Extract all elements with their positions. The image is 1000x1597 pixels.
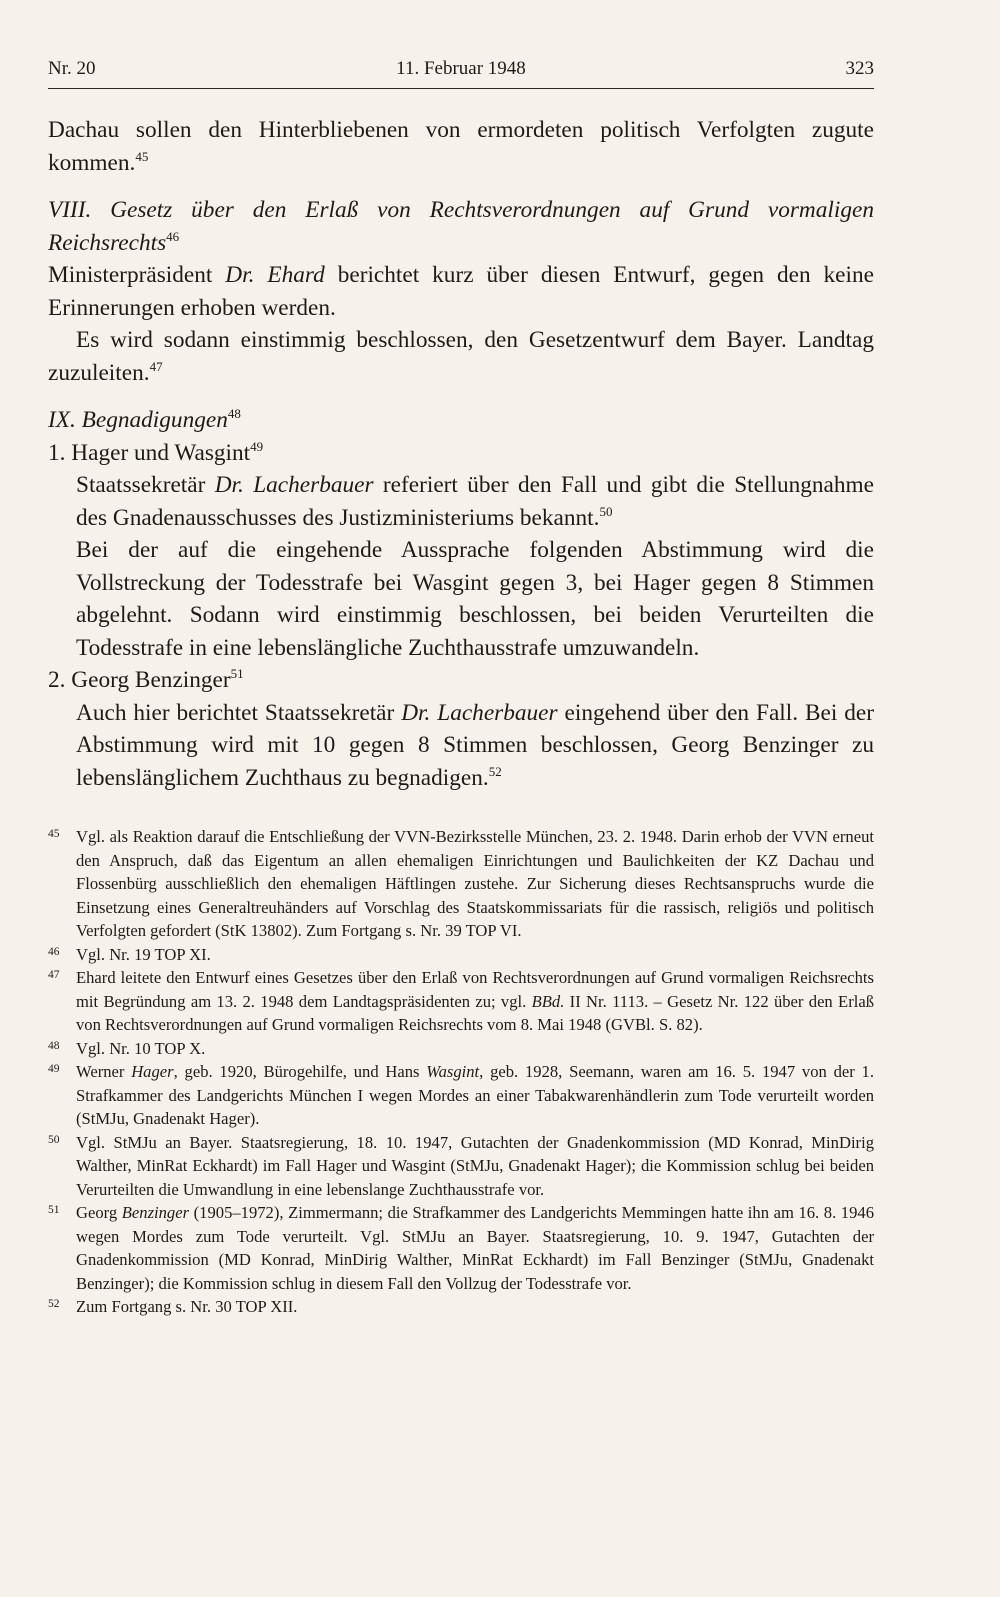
running-header (48, 54, 874, 89)
page-number: 323 (845, 58, 874, 79)
list-item-benzinger: 2. Georg Benzinger$^{51}$ (48, 666, 244, 693)
footnote-ref-51[interactable]: 51 (230, 666, 244, 681)
footnote-47: 47 Ehard leitete den Entwurf eines Gesetzes über den Erlaß von Rechtsverordnungen auf Grund vormaligen Reichsrechts mit Begründung am 13. 2. 1948 dem Landtagspräsidenten zu; vgl. BBd. II Nr. 1113. – Gesetz Nr. 122 über den Erlaß von Rechtsverordnungen auf Grund vormaligen Reichsrechts vom 8. Mai 1948 (GVBl. S. 82). (48, 968, 874, 1034)
footnote-ref-48[interactable]: 48 (227, 406, 241, 421)
footnote-48: 48 Vgl. Nr. 10 TOP X. (48, 1038, 206, 1058)
section-heading-ix: IX. Begnadigungen$^{48}$ (48, 406, 241, 433)
footnote-ref-49[interactable]: 49 (250, 438, 264, 454)
footnotes (48, 825, 874, 1319)
footnote-ref-47[interactable]: 47 (149, 358, 163, 374)
section-heading-viii: VIII. Gesetz über den Erlaß von Rechtsverordnungen auf Grund vormaligen Reichsrechts$^{46}$ (48, 197, 874, 256)
footnote-ref-45[interactable]: 45 (135, 148, 149, 164)
footnote-ref-50[interactable]: 50 (599, 503, 613, 519)
footnote-ref-52[interactable]: 52 (488, 763, 502, 779)
footnote-52: 52 Zum Fortgang s. Nr. 30 TOP XII. (48, 1297, 298, 1316)
paragraph-lacherbauer-report: Staatssekretär Dr. Lacherbauer referiert über den Fall und gibt die Stellungnahme des Gnadenausschusses des Justizministeriums bekannt.$^{50}$ (76, 472, 874, 531)
paragraph-vote-benzinger: Auch hier berichtet Staatssekretär Dr. Lacherbauer eingehend über den Fall. Bei der Abstimmung wird mit 10 gegen 8 Stimmen beschlossen, Georg Benzinger zu lebenslänglichem Zuchthaus zu begnadigen.$^{52}$ (76, 699, 874, 791)
paragraph-ehard-report: Ministerpräsident Dr. Ehard berichtet kurz über diesen Entwurf, gegen den keine Erinnerungen erhoben werden. (48, 262, 874, 321)
document-number: Nr. 20 (48, 58, 96, 79)
person-name: Lacherbauer (437, 699, 558, 726)
footnote-51: 51 Georg Benzinger (1905–1972), Zimmermann; die Strafkammer des Landgerichts Memmingen hatte ihn am 16. 8. 1946 wegen Mordes zum Tode verurteilt. Vgl. StMJu an Bayer. Staatsregierung, 10. 9. 1947, Gutachten der Gnadenkommission (MD Konrad, MinDirig Walther, MinRat Eckhardt) im Fall Benzinger (StMJu, Gnadenakt Benzinger); die Kommission schlug in diesem Fall den Vollzug der Todesstrafe vor. (48, 1203, 874, 1293)
paragraph-decision-landtag: Es wird sodann einstimmig beschlossen, den Gesetzentwurf dem Bayer. Landtag zuzuleiten.$^{47}$ (48, 327, 874, 386)
footnote-46: 46 Vgl. Nr. 19 TOP XI. (48, 944, 211, 964)
footnote-45: 45 Vgl. als Reaktion darauf die Entschließung der VVN-Bezirksstelle München, 23. 2. 1948. Darin erhob der VVN erneut den Anspruch, daß das Eigentum an allen ehemaligen Einrichtungen und Baulichkeiten der KZ Dachau und Flossenbürg ausschließlich den ehemaligen Häftlingen zustehe. Zur Sicherung dieses Rechtsanspruchs wurde die Einsetzung eines Generaltreuhänders auf Vorschlag des Staatskommissariats für die rassisch, religiös und politisch Verfolgten gefordert (StK 13802). Zum Fortgang s. Nr. 39 TOP VI. (48, 827, 874, 940)
list-item-hager-wasgint: 1. Hager und Wasgint$^{49}$ (48, 438, 264, 466)
footnote-49: 49 Werner Hager, geb. 1920, Bürogehilfe, und Hans Wasgint, geb. 1928, Seemann, waren am 16. 5. 1947 von der 1. Strafkammer des Landgerichts München I wegen Mordes an einer Tabakwarenhändlerin zum Tode verurteilt worden (StMJu, Gnadenakt Hager). (48, 1062, 875, 1128)
paragraph-dachau: Dachau sollen den Hinterbliebenen von ermordeten politisch Verfolgten zugute kommen.$^{45}$ (48, 117, 874, 176)
header-date: 11. Februar 1948 (396, 58, 526, 79)
paragraph-vote-hager-wasgint: Bei der auf die eingehende Aussprache folgenden Abstimmung wird die Vollstreckung der Todesstrafe bei Wasgint gegen 3, bei Hager gegen 8 Stimmen abgelehnt. Sodann wird einstimmig beschlossen, bei beiden Verurteilten die Todesstrafe in eine lebenslängliche Zuchthausstrafe umzuwandeln. (76, 537, 874, 661)
person-name: Lacherbauer (253, 472, 374, 498)
person-name: Ehard (267, 262, 325, 288)
footnote-ref-46[interactable]: 46 (166, 228, 180, 244)
footnote-50: 50 Vgl. StMJu an Bayer. Staatsregierung, 18. 10. 1947, Gutachten der Gnadenkommission (MD Konrad, MinDirig Walther, MinRat Eckhardt) im Fall Hager und Wasgint (StMJu, Gnadenakt Hager); die Kommission schlug bei beiden Verurteilten die Umwandlung in eine lebenslange Zuchthausstrafe vor. (48, 1132, 874, 1199)
main-text (48, 114, 874, 794)
